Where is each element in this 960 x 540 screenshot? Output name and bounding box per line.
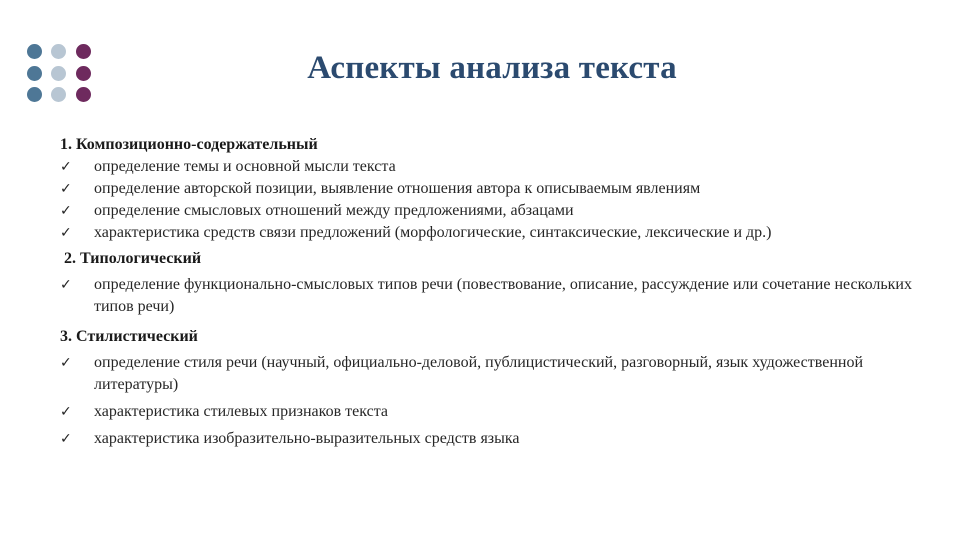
list-item xyxy=(60,156,940,178)
dot-icon xyxy=(27,87,42,102)
list-item xyxy=(60,274,914,318)
list-item-text: характеристика стилевых признаков текста xyxy=(94,403,389,420)
slide-title: Аспекты анализа текста xyxy=(307,50,677,86)
checkmark-icon: ✓ xyxy=(60,277,72,293)
list-item xyxy=(60,428,940,450)
list-item xyxy=(60,178,940,200)
list-item xyxy=(60,222,940,244)
checkmark-icon: ✓ xyxy=(60,225,72,241)
checkmark-icon: ✓ xyxy=(60,404,72,420)
checkmark-icon: ✓ xyxy=(60,181,72,197)
dot-icon xyxy=(76,87,91,102)
section-heading: 1. Композиционно-содержательный xyxy=(60,136,318,153)
checkmark-icon: ✓ xyxy=(60,431,72,447)
list-item-text: характеристика средств связи предложений (морфологические, синтаксические, лексические и др.) xyxy=(94,224,772,241)
list-item xyxy=(60,352,914,396)
checkmark-icon: ✓ xyxy=(60,355,72,371)
list-item-text: определение стиля речи (научный, официально-деловой, публицистический, разговорный, язык художественной литературы) xyxy=(94,354,864,393)
list-item-text: определение авторской позиции, выявление отношения автора к описываемым явлениям xyxy=(94,180,701,197)
dot-icon xyxy=(51,87,66,102)
section-heading: 3. Стилистический xyxy=(60,328,198,345)
slide-content xyxy=(60,134,940,450)
list-item xyxy=(60,401,940,423)
list-item-text: определение смысловых отношений между предложениями, абзацами xyxy=(94,202,574,219)
list-item-text: определение темы и основной мысли текста xyxy=(94,158,396,175)
section-heading: 2. Типологический xyxy=(64,250,202,267)
list-item-text: характеристика изобразительно-выразительных средств языка xyxy=(94,430,520,447)
list-item xyxy=(60,200,940,222)
checkmark-icon: ✓ xyxy=(60,203,72,219)
list-item-text: определение функционально-смысловых типов речи (повествование, описание, рассуждение или сочетание нескольких типов речи) xyxy=(94,276,912,315)
checkmark-icon: ✓ xyxy=(60,159,72,175)
